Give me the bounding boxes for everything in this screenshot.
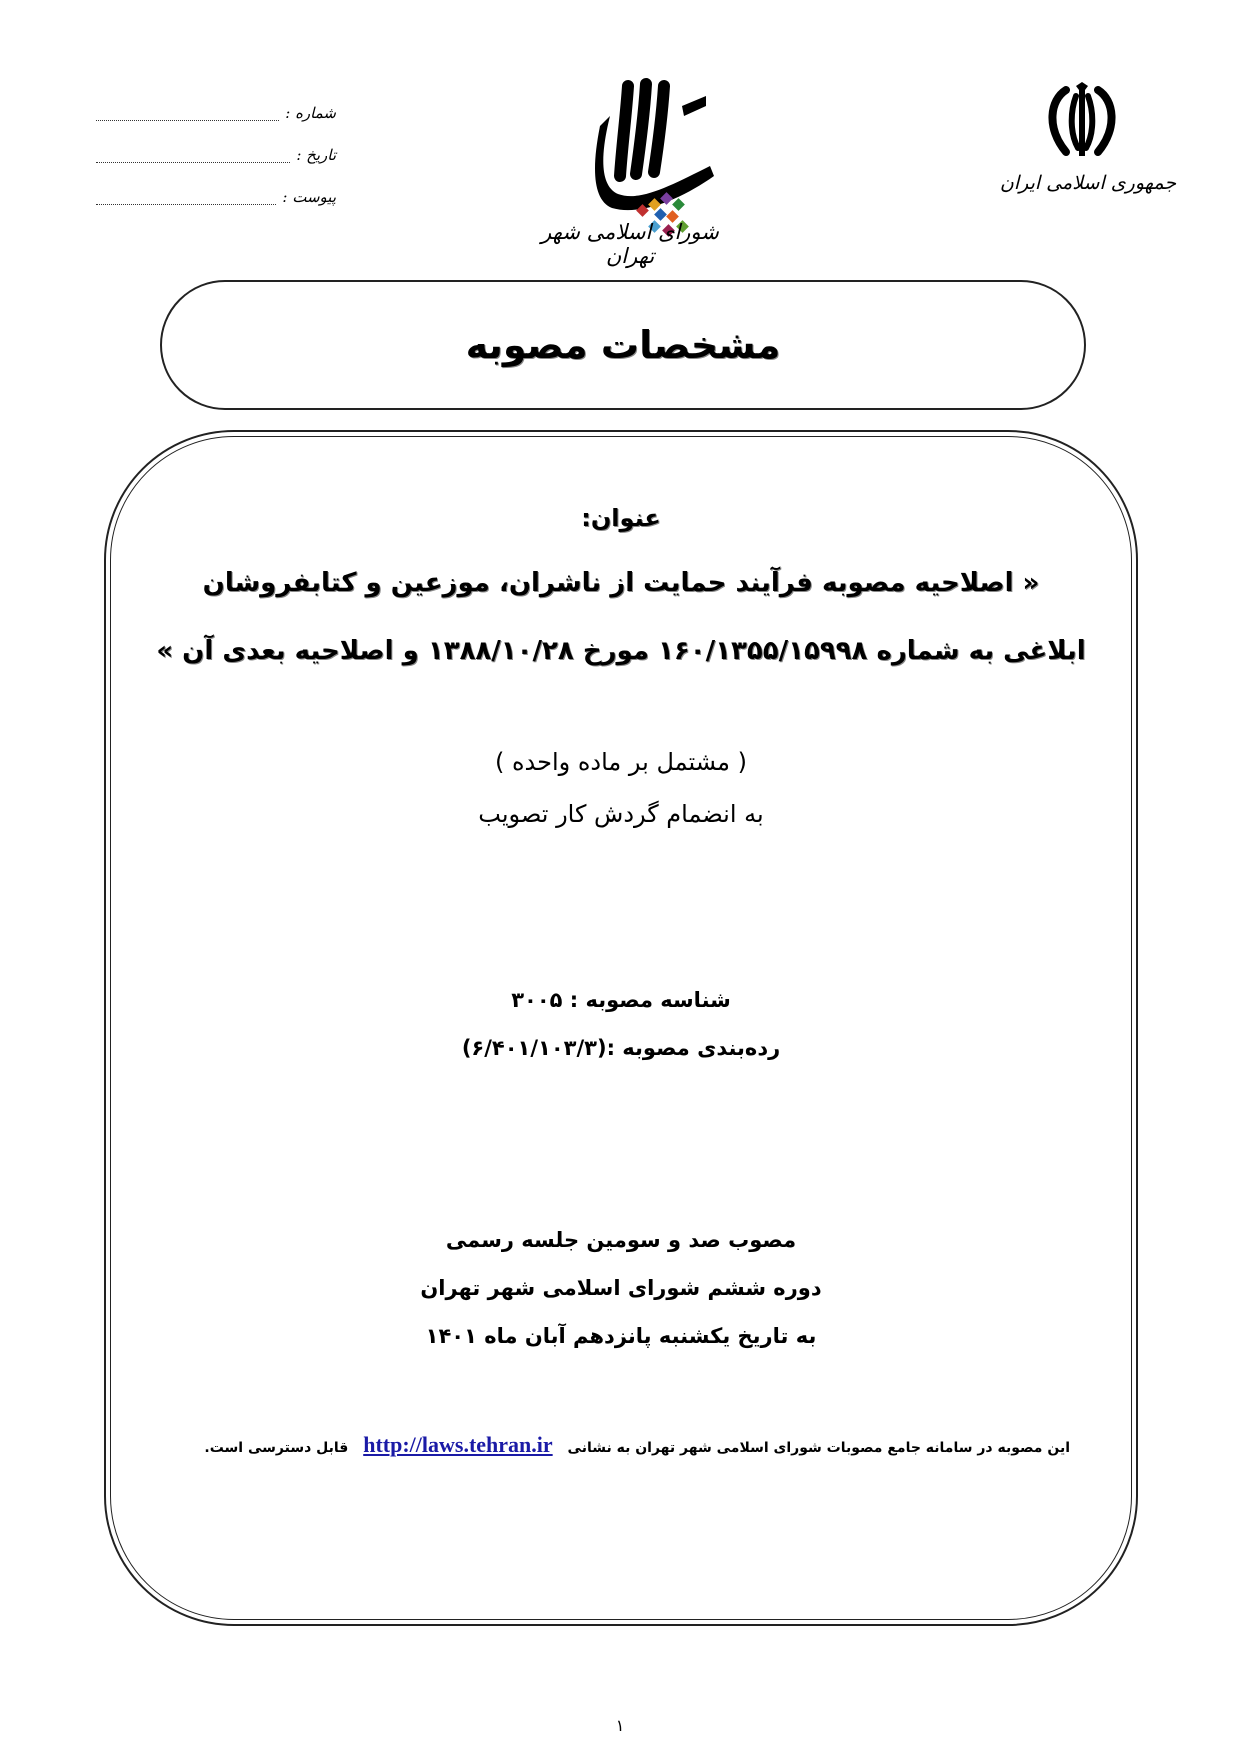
republic-name: جمهوری اسلامی ایران <box>999 172 1177 194</box>
page-title: مشخصات مصوبه <box>465 323 781 367</box>
iran-emblem-icon <box>1036 82 1128 162</box>
subject-line-1: « اصلاحیه مصوبه فرآیند حمایت از ناشران، موزعین و کتابفروشان <box>202 568 1040 598</box>
meta-date-row <box>96 134 336 176</box>
title-box <box>160 280 1086 410</box>
meta-number-field <box>96 106 279 121</box>
meta-attachment-row <box>96 176 336 218</box>
laws-link[interactable]: http://laws.tehran.ir <box>363 1432 553 1457</box>
availability-notice <box>204 1432 1070 1458</box>
approval-term: دوره ششم شورای اسلامی شهر تهران <box>420 1276 822 1300</box>
page-number: ۱ <box>615 1716 625 1735</box>
subject-line-2: ابلاغی به شماره ۱۶۰/۱۳۵۵/۱۵۹۹۸ مورخ ۱۳۸۸/۱۰/۲۸ و اصلاحیه بعدی آن » <box>156 636 1086 666</box>
notice-text-after: قابل دسترسی است. <box>204 1440 349 1456</box>
subject-heading: عنوان: <box>581 504 661 532</box>
council-name: شورای اسلامی شهر تهران <box>541 220 719 268</box>
document-meta <box>96 92 336 218</box>
scope-note: ( مشتمل بر ماده واحده ) <box>494 748 748 776</box>
resolution-id: شناسه مصوبه : ۳۰۰۵ <box>511 988 731 1012</box>
meta-attachment-field <box>96 190 276 205</box>
meta-date-label: تاریخ : <box>296 146 336 164</box>
attachment-note: به انضمام گردش کار تصویب <box>478 800 764 828</box>
resolution-classification: رده‌بندی مصوبه :(۶/۴۰۱/۱۰۳/۳) <box>461 1036 781 1060</box>
meta-number-row <box>96 92 336 134</box>
notice-text-before: این مصوبه در سامانه جامع مصوبات شورای اسلامی شهر تهران به نشانی <box>567 1440 1070 1456</box>
meta-number-label: شماره : <box>285 104 336 122</box>
approval-session: مصوب صد و سومین جلسه رسمی <box>445 1228 797 1252</box>
meta-attachment-label: پیوست : <box>282 188 336 206</box>
approval-date: به تاریخ یکشنبه پانزدهم آبان ماه ۱۴۰۱ <box>425 1324 817 1348</box>
meta-date-field <box>96 148 290 163</box>
